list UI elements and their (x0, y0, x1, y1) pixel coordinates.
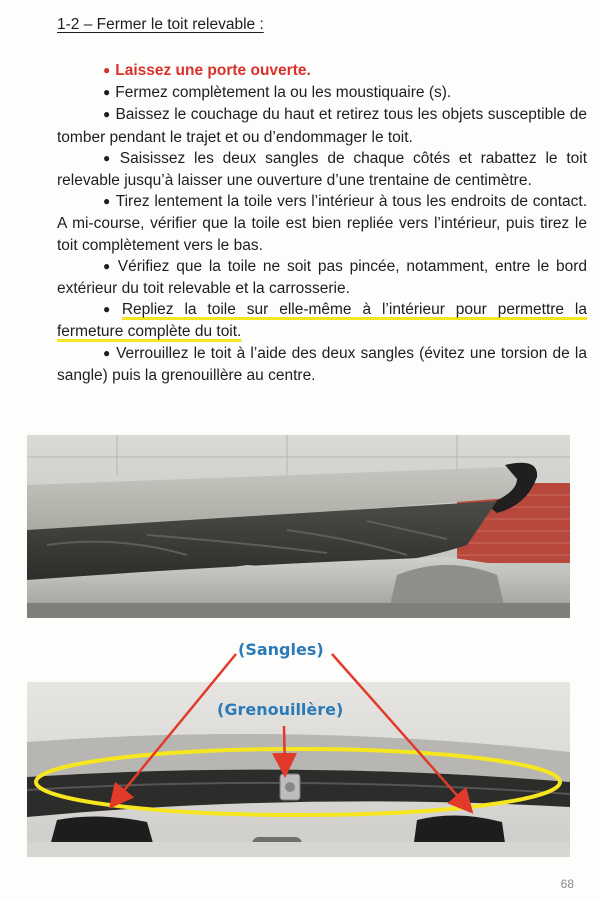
instruction-text: Baissez le couchage du haut et retirez tous les objets susceptible de tomber pendant le trajet et ou d’endommager le toit. (57, 106, 588, 146)
instruction-text: Repliez la toile sur elle-même à l’intérieur pour permettre la fermeture complète du toit. (57, 301, 588, 341)
section-heading: 1-2 – Fermer le toit relevable : (57, 16, 264, 33)
bullet-icon: ● (103, 85, 111, 100)
instruction-text: Saisissez les deux sangles de chaque côtés et rabattez le toit relevable jusqu’à laisser une ouverture d’une trentaine de centimètre. (57, 149, 588, 190)
bullet-icon: ● (103, 150, 115, 165)
strap-arrow-right (332, 654, 470, 810)
instruction-text: Fermez complètement la ou les moustiquaire (s). (115, 84, 452, 102)
bullet-icon: ● (103, 302, 117, 317)
bullet-icon: ● (103, 258, 113, 273)
strap-arrow-left (112, 654, 236, 805)
latch-label: (Grenouillère) (217, 700, 344, 719)
bullet-icon: ● (103, 107, 111, 122)
bullet-icon: ● (103, 194, 111, 209)
instruction-text: Vérifiez que la toile ne soit pas pincée, notamment, entre le bord extérieur du toit relevable et la carrosserie. (57, 257, 587, 298)
bullet-icon: ● (103, 345, 112, 360)
page-number: 68 (560, 877, 574, 891)
bullet-icon: ● (103, 63, 111, 77)
straps-label: (Sangles) (238, 640, 324, 659)
highlight-ellipse (36, 749, 560, 815)
latch-arrow (284, 726, 285, 773)
instruction-text: Laissez une porte ouverte. (115, 62, 311, 79)
instruction-text: Tirez lentement la toile vers l’intérieur à tous les endroits de contact. A mi-course, vérifier que la toile est bien repliée vers l’intérieur, puis tirez le toit complètement vers le bas. (57, 193, 588, 254)
instruction-text: Verrouillez le toit à l’aide des deux sangles (évitez une torsion de la sangle) puis la grenouillère au centre. (57, 344, 587, 384)
